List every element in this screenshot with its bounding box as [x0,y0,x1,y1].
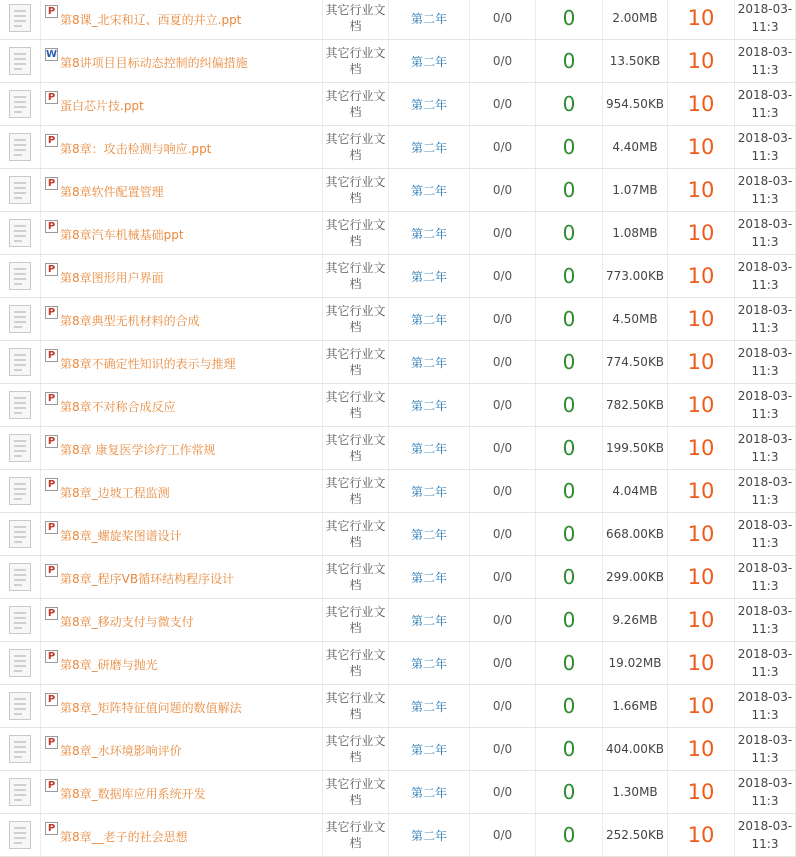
score: 10 [668,470,735,513]
download-count: 0 [536,556,603,599]
thumbnail-cell [0,83,41,126]
ratio: 0/0 [470,642,536,685]
score: 10 [668,814,735,857]
download-count: 0 [536,728,603,771]
thumbnail-cell [0,427,41,470]
table-row [0,642,796,685]
table-row [0,470,796,513]
score: 10 [668,771,735,814]
file-size: 299.00KB [603,556,668,599]
download-count: 0 [536,40,603,83]
grade[interactable]: 第二年 [389,384,470,427]
table-row [0,0,796,40]
document-title-link[interactable]: 第8章软件配置管理 [60,184,164,199]
category: 其它行业文档 [323,814,389,857]
file-type-icon: P [45,349,58,362]
category: 其它行业文档 [323,126,389,169]
table-row [0,40,796,83]
document-title-link[interactable]: 第8章不确定性知识的表示与推理 [60,356,236,371]
download-count: 0 [536,599,603,642]
upload-date: 2018-03- 11:3 [735,83,796,126]
ratio: 0/0 [470,40,536,83]
table-row [0,255,796,298]
upload-date: 2018-03- 11:3 [735,556,796,599]
grade[interactable]: 第二年 [389,642,470,685]
ratio: 0/0 [470,384,536,427]
title-cell [41,169,323,212]
score: 10 [668,599,735,642]
file-size: 4.40MB [603,126,668,169]
grade[interactable]: 第二年 [389,427,470,470]
download-count: 0 [536,384,603,427]
thumbnail-cell [0,341,41,384]
ratio: 0/0 [470,556,536,599]
file-size: 9.26MB [603,599,668,642]
category: 其它行业文档 [323,599,389,642]
grade[interactable]: 第二年 [389,599,470,642]
grade[interactable]: 第二年 [389,169,470,212]
document-thumbnail-icon[interactable] [9,90,31,118]
ratio: 0/0 [470,341,536,384]
document-thumbnail-icon[interactable] [9,47,31,75]
category: 其它行业文档 [323,556,389,599]
file-type-icon: P [45,177,58,190]
file-size: 1.08MB [603,212,668,255]
grade[interactable]: 第二年 [389,341,470,384]
thumbnail-cell [0,814,41,857]
category: 其它行业文档 [323,0,389,40]
title-cell [41,599,323,642]
ratio: 0/0 [470,212,536,255]
download-count: 0 [536,298,603,341]
file-size: 4.50MB [603,298,668,341]
table-row [0,384,796,427]
grade[interactable]: 第二年 [389,556,470,599]
document-title-link[interactable]: 第8章_螺旋桨图谱设计 [60,528,182,543]
download-count: 0 [536,427,603,470]
download-count: 0 [536,255,603,298]
file-type-icon: P [45,306,58,319]
ratio: 0/0 [470,771,536,814]
title-cell [41,255,323,298]
thumbnail-cell [0,685,41,728]
thumbnail-cell [0,771,41,814]
score: 10 [668,0,735,40]
category: 其它行业文档 [323,212,389,255]
score: 10 [668,728,735,771]
grade[interactable]: 第二年 [389,126,470,169]
document-thumbnail-icon[interactable] [9,434,31,462]
download-count: 0 [536,341,603,384]
ratio: 0/0 [470,814,536,857]
document-thumbnail-icon[interactable] [9,348,31,376]
score: 10 [668,126,735,169]
thumbnail-cell [0,384,41,427]
grade[interactable]: 第二年 [389,728,470,771]
ratio: 0/0 [470,126,536,169]
thumbnail-cell [0,126,41,169]
table-row [0,728,796,771]
document-thumbnail-icon[interactable] [9,477,31,505]
document-thumbnail-icon[interactable] [9,563,31,591]
grade[interactable]: 第二年 [389,771,470,814]
document-thumbnail-icon[interactable] [9,735,31,763]
document-title-link[interactable]: 第8课_北宋和辽、西夏的并立.ppt [60,12,242,27]
document-title-link[interactable]: 第8章_数据库应用系统开发 [60,786,206,801]
download-count: 0 [536,814,603,857]
document-title-link[interactable]: 第8章汽车机械基础ppt [60,227,184,242]
title-cell [41,298,323,341]
grade[interactable]: 第二年 [389,212,470,255]
ratio: 0/0 [470,470,536,513]
ratio: 0/0 [470,169,536,212]
document-thumbnail-icon[interactable] [9,821,31,849]
document-title-link[interactable]: 第8章_移动支付与微支付 [60,614,194,629]
thumbnail-cell [0,513,41,556]
file-type-icon: P [45,650,58,663]
ratio: 0/0 [470,255,536,298]
download-count: 0 [536,513,603,556]
file-size: 1.66MB [603,685,668,728]
document-thumbnail-icon[interactable] [9,649,31,677]
table-row [0,771,796,814]
title-cell [41,685,323,728]
file-size: 954.50KB [603,83,668,126]
upload-date: 2018-03- 11:3 [735,40,796,83]
upload-date: 2018-03- 11:3 [735,255,796,298]
file-type-icon: P [45,263,58,276]
download-count: 0 [536,126,603,169]
document-title-link[interactable]: 第8章典型无机材料的合成 [60,313,200,328]
category: 其它行业文档 [323,255,389,298]
thumbnail-cell [0,169,41,212]
grade[interactable]: 第二年 [389,83,470,126]
document-thumbnail-icon[interactable] [9,778,31,806]
file-type-icon: P [45,693,58,706]
score: 10 [668,40,735,83]
grade[interactable]: 第二年 [389,470,470,513]
file-size: 773.00KB [603,255,668,298]
file-type-icon: P [45,736,58,749]
file-size: 1.07MB [603,169,668,212]
table-row [0,126,796,169]
file-type-icon: P [45,779,58,792]
document-title-link[interactable]: 第8章_边坡工程监测 [60,485,170,500]
file-type-icon: P [45,822,58,835]
download-count: 0 [536,169,603,212]
score: 10 [668,298,735,341]
table-row [0,814,796,857]
document-thumbnail-icon[interactable] [9,262,31,290]
category: 其它行业文档 [323,40,389,83]
title-cell [41,40,323,83]
document-title-link[interactable]: 第8章图形用户界面 [60,270,164,285]
document-title-link[interactable]: 第8章_研磨与抛光 [60,657,158,672]
category: 其它行业文档 [323,169,389,212]
title-cell [41,212,323,255]
score: 10 [668,255,735,298]
ratio: 0/0 [470,513,536,556]
title-cell [41,83,323,126]
score: 10 [668,341,735,384]
document-title-link[interactable]: 第8章不对称合成反应 [60,399,176,414]
file-type-icon: P [45,134,58,147]
score: 10 [668,83,735,126]
download-count: 0 [536,642,603,685]
file-size: 404.00KB [603,728,668,771]
grade[interactable]: 第二年 [389,0,470,40]
upload-date: 2018-03- 11:3 [735,685,796,728]
thumbnail-cell [0,728,41,771]
ratio: 0/0 [470,599,536,642]
table-row [0,298,796,341]
ratio: 0/0 [470,83,536,126]
table-row [0,427,796,470]
title-cell [41,126,323,169]
category: 其它行业文档 [323,771,389,814]
file-type-icon: P [45,521,58,534]
score: 10 [668,642,735,685]
category: 其它行业文档 [323,513,389,556]
document-thumbnail-icon[interactable] [9,133,31,161]
table-row [0,513,796,556]
download-count: 0 [536,83,603,126]
document-title-link[interactable]: 蛋白芯片技.ppt [60,98,144,113]
category: 其它行业文档 [323,685,389,728]
title-cell [41,642,323,685]
upload-date: 2018-03- 11:3 [735,298,796,341]
upload-date: 2018-03- 11:3 [735,642,796,685]
score: 10 [668,427,735,470]
grade[interactable]: 第二年 [389,298,470,341]
document-thumbnail-icon[interactable] [9,606,31,634]
file-size: 774.50KB [603,341,668,384]
file-type-icon: P [45,220,58,233]
category: 其它行业文档 [323,470,389,513]
score: 10 [668,212,735,255]
grade[interactable]: 第二年 [389,40,470,83]
file-type-icon: P [45,435,58,448]
document-title-link[interactable]: 第8章_程序VB循环结构程序设计 [60,571,235,586]
grade[interactable]: 第二年 [389,814,470,857]
score: 10 [668,513,735,556]
table-row [0,169,796,212]
document-title-link[interactable]: 第8讲项目目标动态控制的纠偏措施 [60,55,248,70]
file-type-icon: P [45,91,58,104]
upload-date: 2018-03- 11:3 [735,513,796,556]
file-size: 668.00KB [603,513,668,556]
upload-date: 2018-03- 11:3 [735,341,796,384]
document-title-link[interactable]: 第8章 康复医学诊疗工作常规 [60,442,216,457]
document-thumbnail-icon[interactable] [9,219,31,247]
upload-date: 2018-03- 11:3 [735,771,796,814]
thumbnail-cell [0,0,41,40]
thumbnail-cell [0,470,41,513]
category: 其它行业文档 [323,341,389,384]
upload-date: 2018-03- 11:3 [735,169,796,212]
category: 其它行业文档 [323,728,389,771]
category: 其它行业文档 [323,642,389,685]
file-size: 1.30MB [603,771,668,814]
document-thumbnail-icon[interactable] [9,520,31,548]
upload-date: 2018-03- 11:3 [735,728,796,771]
ratio: 0/0 [470,298,536,341]
category: 其它行业文档 [323,384,389,427]
grade[interactable]: 第二年 [389,685,470,728]
upload-date: 2018-03- 11:3 [735,599,796,642]
thumbnail-cell [0,40,41,83]
document-thumbnail-icon[interactable] [9,305,31,333]
thumbnail-cell [0,642,41,685]
document-thumbnail-icon[interactable] [9,391,31,419]
table-row [0,83,796,126]
category: 其它行业文档 [323,83,389,126]
table-row [0,341,796,384]
document-title-link[interactable]: 第8章_矩阵特征值问题的数值解法 [60,700,242,715]
score: 10 [668,685,735,728]
upload-date: 2018-03- 11:3 [735,427,796,470]
file-type-icon: P [45,607,58,620]
grade[interactable]: 第二年 [389,255,470,298]
thumbnail-cell [0,298,41,341]
title-cell [41,556,323,599]
document-thumbnail-icon[interactable] [9,692,31,720]
score: 10 [668,169,735,212]
file-size: 2.00MB [603,0,668,40]
thumbnail-cell [0,212,41,255]
title-cell [41,728,323,771]
category: 其它行业文档 [323,427,389,470]
ratio: 0/0 [470,728,536,771]
title-cell [41,771,323,814]
file-type-icon: P [45,5,58,18]
thumbnail-cell [0,255,41,298]
title-cell [41,814,323,857]
grade[interactable]: 第二年 [389,513,470,556]
table-row [0,685,796,728]
file-size: 252.50KB [603,814,668,857]
ratio: 0/0 [470,427,536,470]
download-count: 0 [536,685,603,728]
upload-date: 2018-03- 11:3 [735,814,796,857]
upload-date: 2018-03- 11:3 [735,0,796,40]
upload-date: 2018-03- 11:3 [735,384,796,427]
thumbnail-cell [0,599,41,642]
title-cell [41,384,323,427]
score: 10 [668,556,735,599]
download-count: 0 [536,771,603,814]
upload-date: 2018-03- 11:3 [735,212,796,255]
file-type-icon: W [46,48,58,60]
thumbnail-cell [0,556,41,599]
download-count: 0 [536,0,603,40]
upload-date: 2018-03- 11:3 [735,470,796,513]
download-count: 0 [536,212,603,255]
file-type-icon: P [45,564,58,577]
score: 10 [668,384,735,427]
title-cell [41,341,323,384]
file-size: 199.50KB [603,427,668,470]
file-type-icon: P [45,478,58,491]
file-size: 13.50KB [603,40,668,83]
title-cell [41,513,323,556]
document-title-link[interactable]: 第8章_水环境影响评价 [60,743,182,758]
document-thumbnail-icon[interactable] [9,176,31,204]
document-title-link[interactable]: 第8章：攻击检测与响应.ppt [60,141,212,156]
document-thumbnail-icon[interactable] [9,4,31,32]
download-count: 0 [536,470,603,513]
file-size: 19.02MB [603,642,668,685]
ratio: 0/0 [470,685,536,728]
ratio: 0/0 [470,0,536,40]
title-cell [41,470,323,513]
title-cell [41,0,323,40]
document-title-link[interactable]: 第8章__老子的社会思想 [60,829,188,844]
category: 其它行业文档 [323,298,389,341]
title-cell [41,427,323,470]
file-size: 782.50KB [603,384,668,427]
table-row [0,599,796,642]
table-row [0,556,796,599]
table-row [0,212,796,255]
file-size: 4.04MB [603,470,668,513]
upload-date: 2018-03- 11:3 [735,126,796,169]
file-type-icon: P [45,392,58,405]
